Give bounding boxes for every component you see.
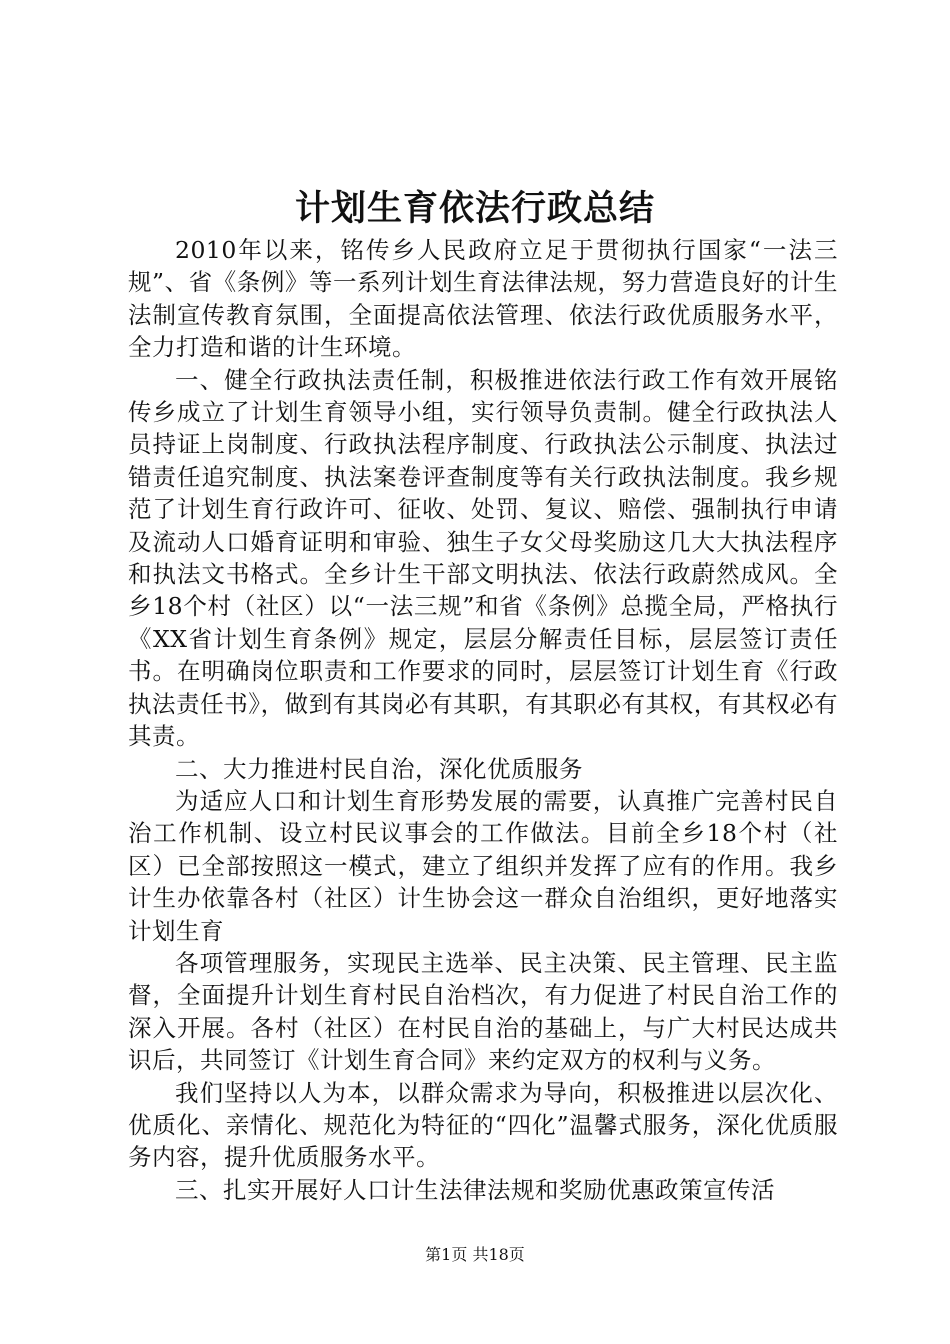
paragraph-section-2b: 各项管理服务，实现民主选举、民主决策、民主管理、民主监督，全面提升计划生育村民自治档次，有力促进了村民自治工作的深入开展。各村（社区）在村民自治的基础上，与广大村民达成共识后，共同签订《计划生育合同》来约定双方的权利与义务。: [128, 948, 838, 1075]
document-body: [128, 234, 838, 1206]
heading-section-3: 三、扎实开展好人口计生法律法规和奖励优惠政策宣传活: [175, 1175, 775, 1204]
paragraph-section-2a: 为适应人口和计划生育形势发展的需要，认真推广完善村民自治工作机制、设立村民议事会的工作做法。目前全乡18个村（社区）已全部按照这一模式，建立了组织并发挥了应有的作用。我乡计生办依靠各村（社区）计生协会这一群众自治组织，更好地落实计划生育: [128, 786, 838, 945]
paragraph-intro: 2010年以来，铭传乡人民政府立足于贯彻执行国家“一法三规”、省《条例》等一系列计划生育法律法规，努力营造良好的计生法制宣传教育氛围，全面提高依法管理、依法行政优质服务水平，全力打造和谐的计生环境。: [128, 236, 838, 362]
page-footer: 第1页 共18页: [425, 1245, 525, 1264]
heading-section-2: 二、大力推进村民自治，深化优质服务: [175, 754, 583, 783]
paragraph-section-1: 一、健全行政执法责任制，积极推进依法行政工作有效开展铭传乡成立了计划生育领导小组，实行领导负责制。健全行政执法人员持证上岗制度、行政执法程序制度、行政执法公示制度、执法过错责任追究制度、执法案卷评查制度等有关行政执法制度。我乡规范了计划生育行政许可、征收、处罚、复议、赔偿、强制执行申请及流动人口婚育证明和审验、独生子女父母奖励这几大大执法程序和执法文书格式。全乡计生干部文明执法、依法行政蔚然成风。全乡18个村（社区）以“一法三规”和省《条例》总揽全局，严格执行《XX省计划生育条例》规定，层层分解责任目标，层层签订责任书。在明确岗位职责和工作要求的同时，层层签订计划生育《行政执法责任书》，做到有其岗必有其职，有其职必有其权，有其权必有其责。: [128, 365, 838, 751]
document-title: 计划生育依法行政总结: [294, 188, 655, 229]
paragraph-section-2c: 我们坚持以人为本，以群众需求为导向，积极推进以层次化、优质化、亲情化、规范化为特征的“四化”温馨式服务，深化优质服务内容，提升优质服务水平。: [128, 1078, 838, 1172]
